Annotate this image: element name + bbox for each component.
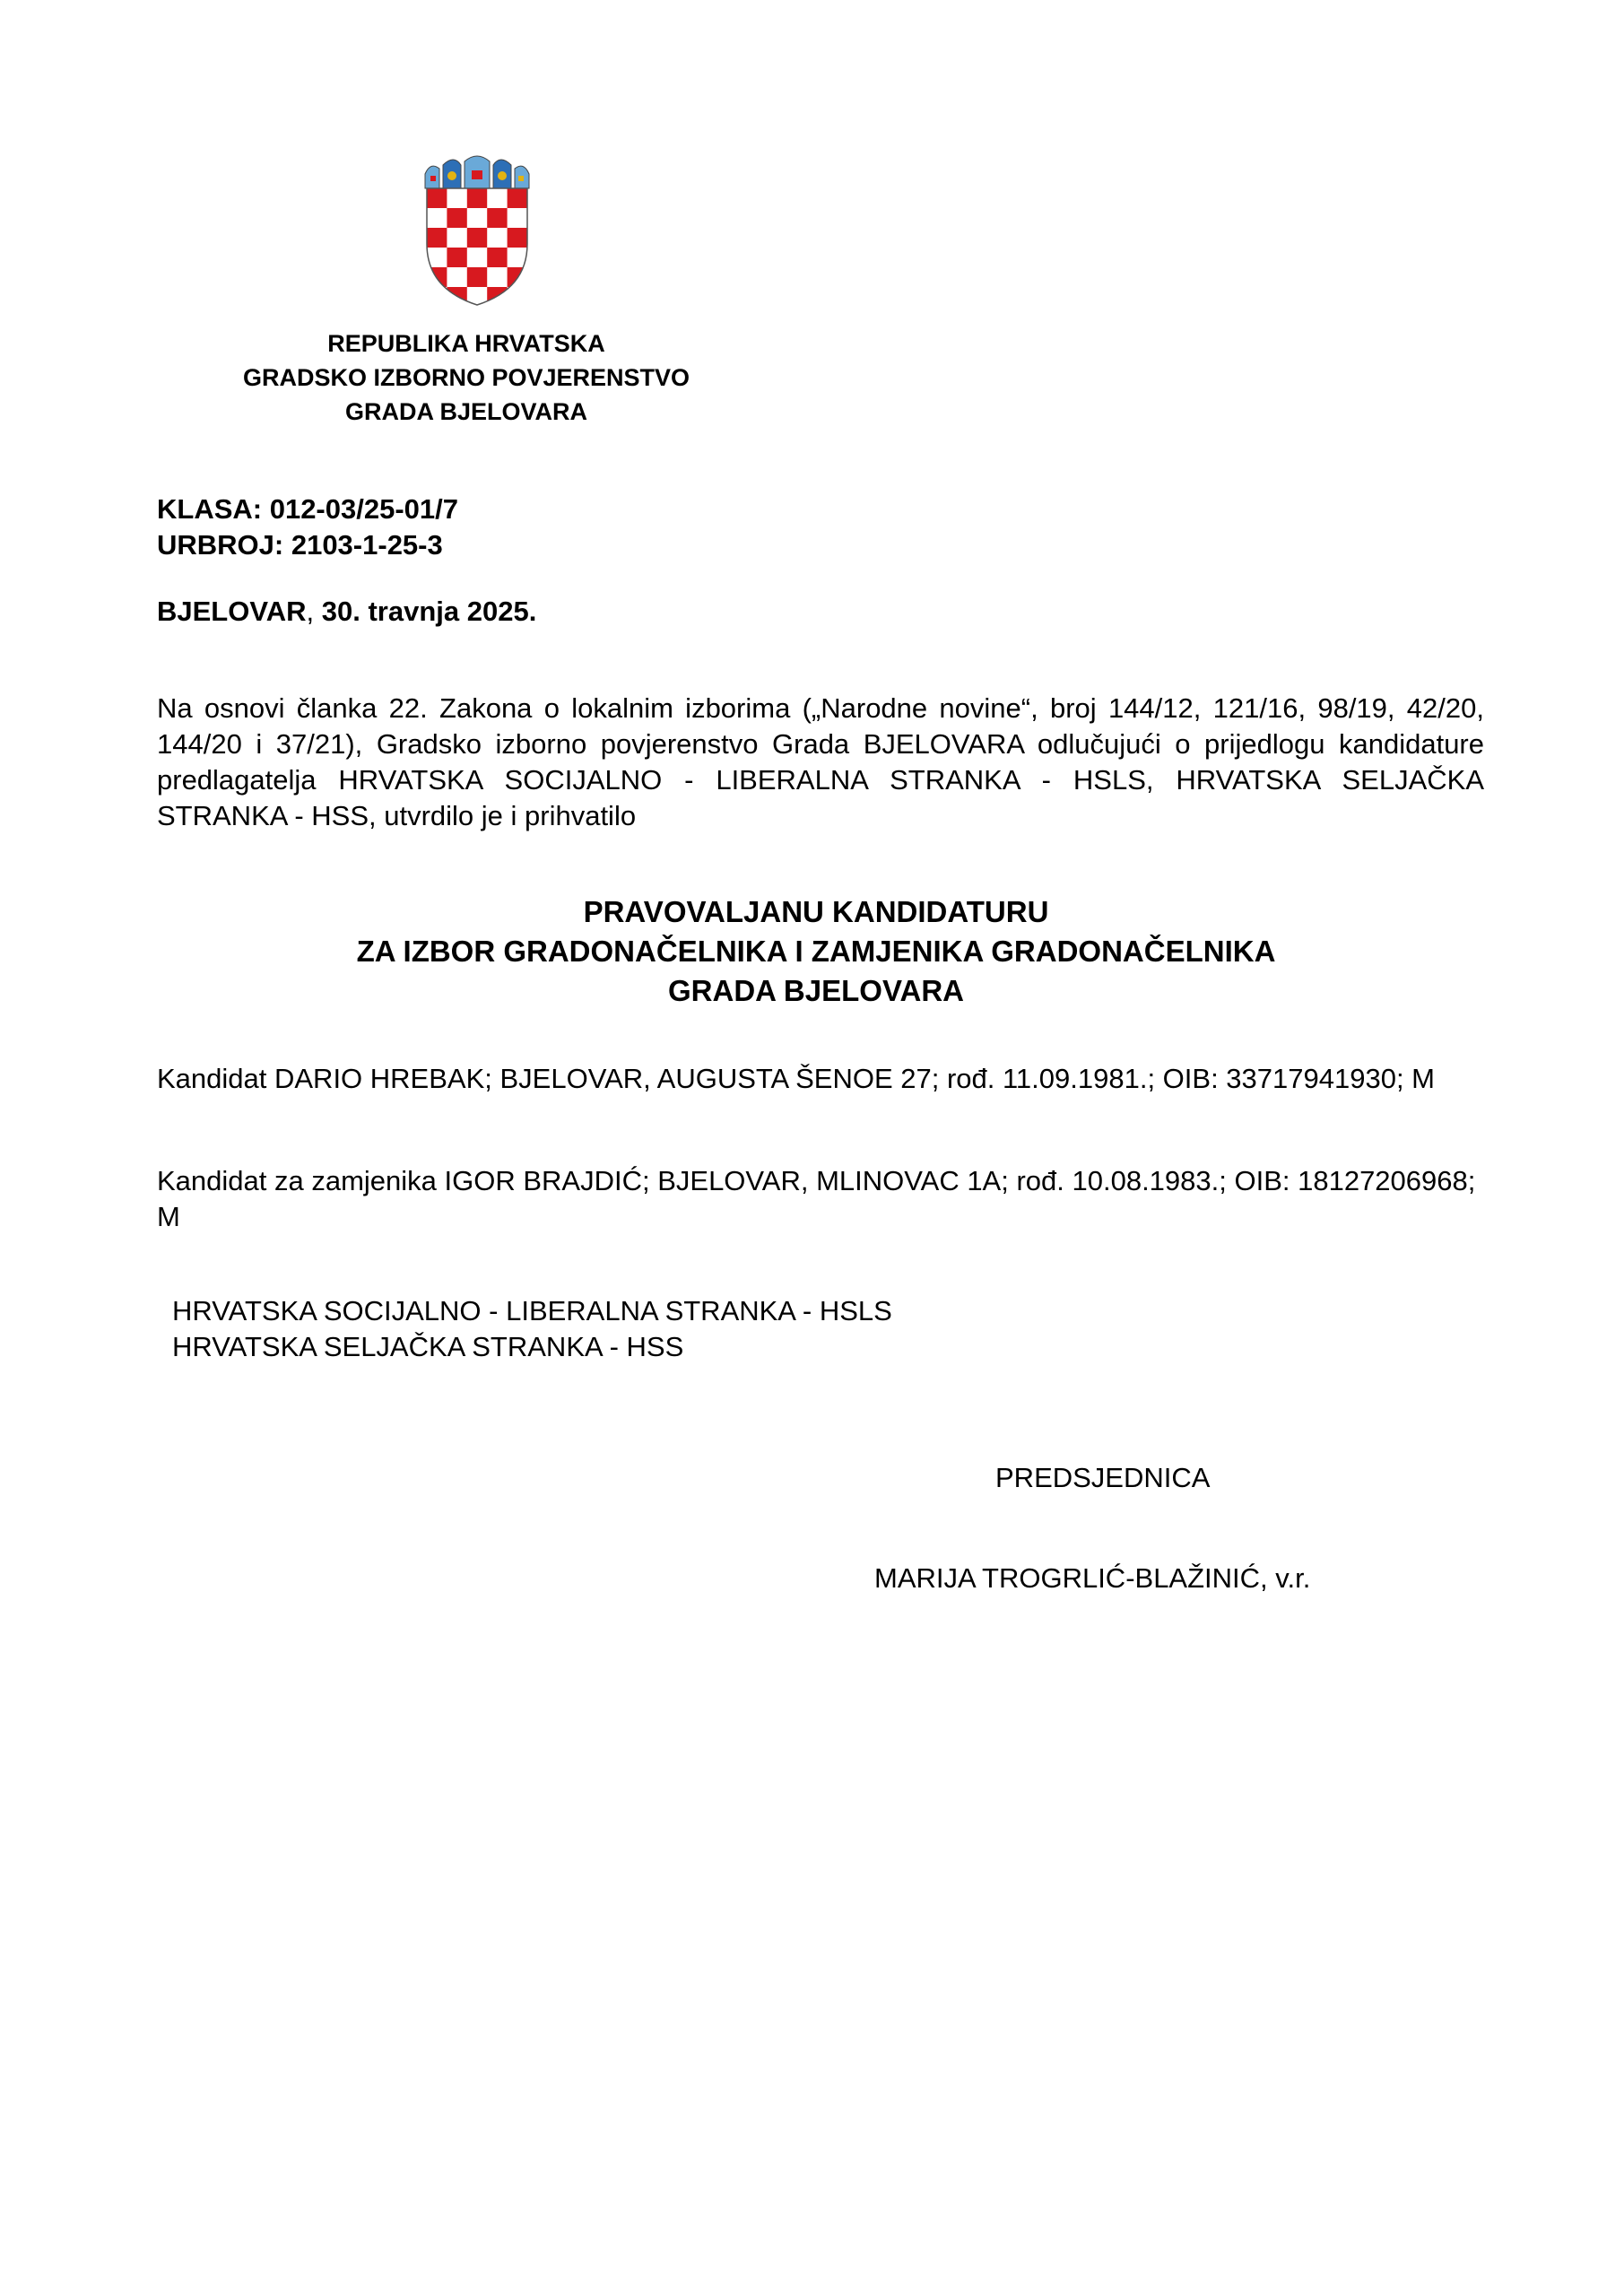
reference-block [157, 491, 458, 563]
date-line [157, 594, 536, 630]
party-hss: HRVATSKA SELJAČKA STRANKA - HSS [172, 1331, 684, 1362]
nominating-parties [172, 1293, 892, 1365]
date-separator: , [306, 596, 315, 627]
president-title: PREDSJEDNICA [995, 1462, 1211, 1493]
title-line-3: GRADA BJELOVARA [667, 974, 965, 1007]
intro-paragraph: Na osnovi članka 22. Zakona o lokalnim izborima („Narodne novine“, broj 144/12, 121/16, 98/19, 42/20, 144/20 i 37/21), Gradsko izborno povjerenstvo Grada BJELOVARA odlučujući o prijedlogu kandidature predlagatelja HRVATSKA SOCIJALNO - LIBERALNA STRANKA - HSLS, HRVATSKA SELJAČKA STRANKA - HSS, utvrdilo je i prihvatilo [157, 692, 1484, 831]
mayor-candidate: Kandidat DARIO HREBAK; BJELOVAR, AUGUSTA ŠENOE 27; rođ. 11.09.1981.; OIB: 33717941930; M [157, 1063, 1436, 1094]
header-line-city: GRADA BJELOVARA [344, 398, 587, 425]
checkerboard-shield [427, 188, 527, 307]
date-day: 30. travnja 2025. [314, 596, 537, 627]
document-title [143, 892, 1489, 1011]
title-line-1: PRAVOVALJANU KANDIDATURU [583, 895, 1049, 928]
crown-icon [425, 156, 529, 188]
institution-header [161, 326, 771, 429]
klasa-number: KLASA: 012-03/25-01/7 [157, 493, 458, 525]
header-line-republic: REPUBLIKA HRVATSKA [327, 330, 605, 357]
header-line-commission: GRADSKO IZBORNO POVJERENSTVO [242, 364, 690, 391]
urbroj-number: URBROJ: 2103-1-25-3 [157, 529, 443, 561]
title-line-2: ZA IZBOR GRADONAČELNIKA I ZAMJENIKA GRADONAČELNIKA [356, 935, 1276, 968]
deputy-candidate: Kandidat za zamjenika IGOR BRAJDIĆ; BJELOVAR, MLINOVAC 1A; rođ. 10.08.1983.; OIB: 18127206968; M [157, 1165, 1476, 1232]
president-name: MARIJA TROGRLIĆ-BLAŽINIĆ, v.r. [874, 1562, 1311, 1594]
date-place: BJELOVAR [157, 596, 307, 627]
party-hsls: HRVATSKA SOCIJALNO - LIBERALNA STRANKA - HSLS [172, 1295, 892, 1326]
croatian-coat-of-arms [418, 154, 536, 307]
